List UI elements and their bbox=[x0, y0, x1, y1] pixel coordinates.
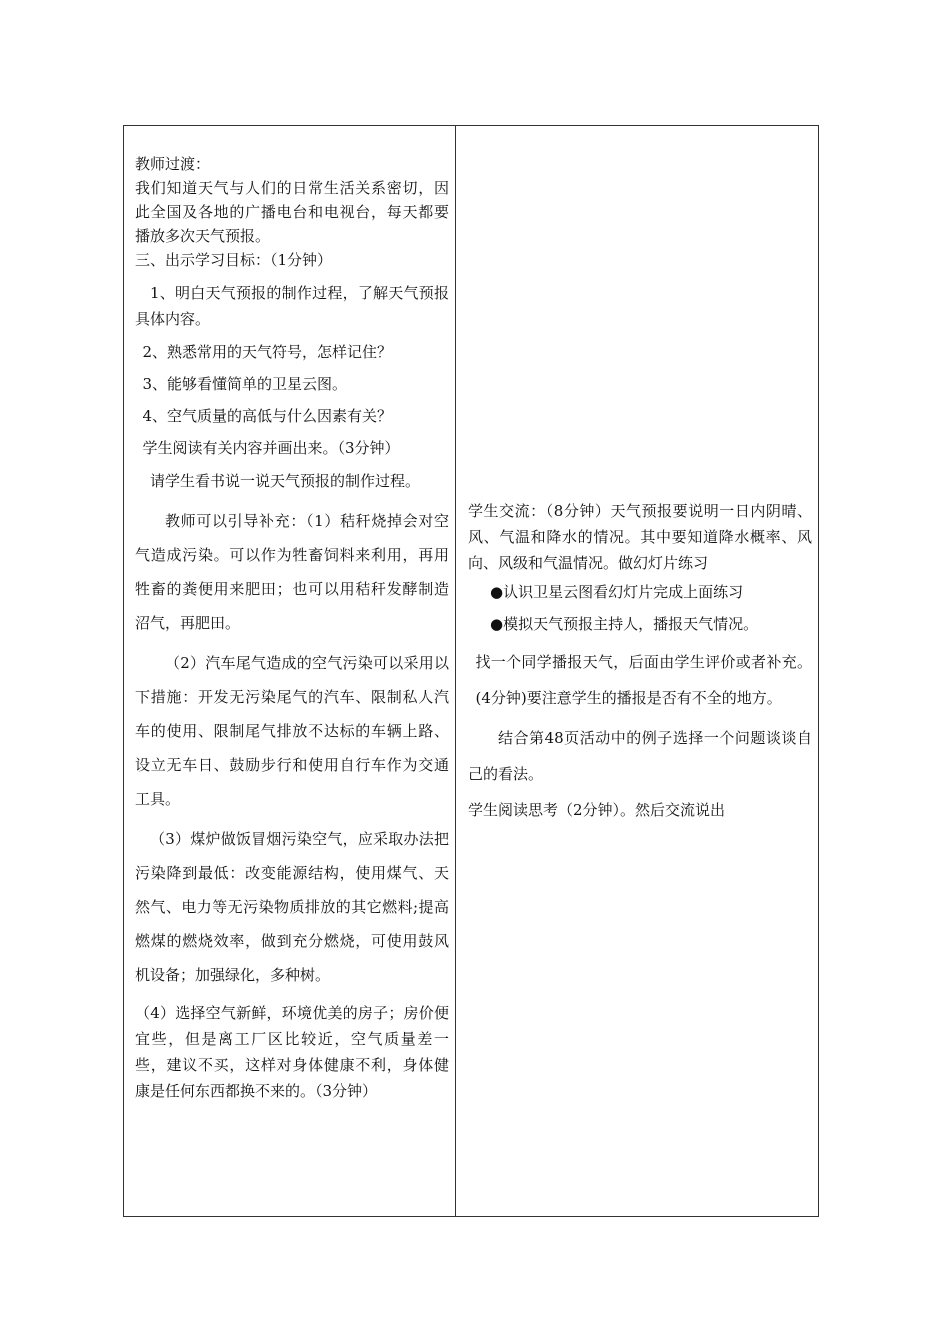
activity-text: 结合第48页活动中的例子选择一个问题谈谈自己的看法。 bbox=[468, 729, 812, 783]
transition-label: 教师过渡： bbox=[135, 155, 211, 173]
student-read-text: 学生阅读有关内容并画出来。（3分钟） bbox=[142, 439, 400, 457]
transition-text: 我们知道天气与人们的日常生活关系密切，因此全国及各地的广播电台和电视台，每天都要播放多次天气预报。 bbox=[135, 179, 449, 245]
measure-item-4: （4）选择空气新鲜，环境优美的房子；房价便宜些，但是离工厂区比较近，空气质量差一些，建议不买，这样对身体健康不利，身体健康是任何东西都换不来的。（3分钟） bbox=[135, 1004, 449, 1100]
reading-text: 学生阅读思考（2分钟）。然后交流说出 bbox=[468, 801, 726, 819]
bullet-icon: ● bbox=[490, 583, 504, 601]
teaching-process-cell bbox=[124, 126, 455, 1216]
goal-item: 3、能够看懂简单的卫星云图。 bbox=[142, 375, 348, 393]
lesson-table bbox=[123, 125, 819, 1217]
student-exchange-text: 学生交流：（8分钟）天气预报要说明一日内阴晴、风、气温和降水的情况。其中要知道降水概率、风向、风级和气温情况。做幻灯片练习 bbox=[468, 502, 812, 572]
broadcast-text: 找一个同学播报天气，后面由学生评价或者补充。(4分钟)要注意学生的播报是否有不全的地方。 bbox=[475, 653, 812, 707]
bullet-icon: ● bbox=[490, 615, 504, 633]
ask-students-text: 请学生看书说一说天气预报的制作过程。 bbox=[150, 472, 421, 490]
measure-item-2: （2）汽车尾气造成的空气污染可以采用以下措施：开发无污染尾气的汽车、限制私人汽车的使用、限制尾气排放不达标的车辆上路、设立无车日、鼓励步行和使用自行车作为交通工具。 bbox=[135, 654, 449, 808]
goal-item: 2、熟悉常用的天气符号，怎样记住？ bbox=[142, 343, 393, 361]
bullet-item: ●模拟天气预报主持人，播报天气情况。 bbox=[490, 615, 759, 633]
goal-item: 1、明白天气预报的制作过程，了解天气预报具体内容。 bbox=[135, 284, 449, 328]
measure-item-3: （3）煤炉做饭冒烟污染空气，应采取办法把污染降到最低：改变能源结构，使用煤气、天然气、电力等无污染物质排放的其它燃料;提高燃煤的燃烧效率，做到充分燃烧，可使用鼓风机设备；加强绿化，多种树。 bbox=[135, 830, 449, 984]
section-title-goals: 三、出示学习目标：（1分钟） bbox=[135, 251, 333, 269]
bullet-item: ●认识卫星云图看幻灯片完成上面练习 bbox=[490, 583, 744, 601]
goal-item: 4、空气质量的高低与什么因素有关？ bbox=[142, 407, 393, 425]
student-activity-cell bbox=[456, 126, 818, 1216]
teacher-supplement-text: 教师可以引导补充：（1）秸秆烧掉会对空气造成污染。可以作为牲畜饲料来利用，再用牲畜的粪便用来肥田；也可以用秸秆发酵制造沼气，再肥田。 bbox=[135, 512, 449, 632]
